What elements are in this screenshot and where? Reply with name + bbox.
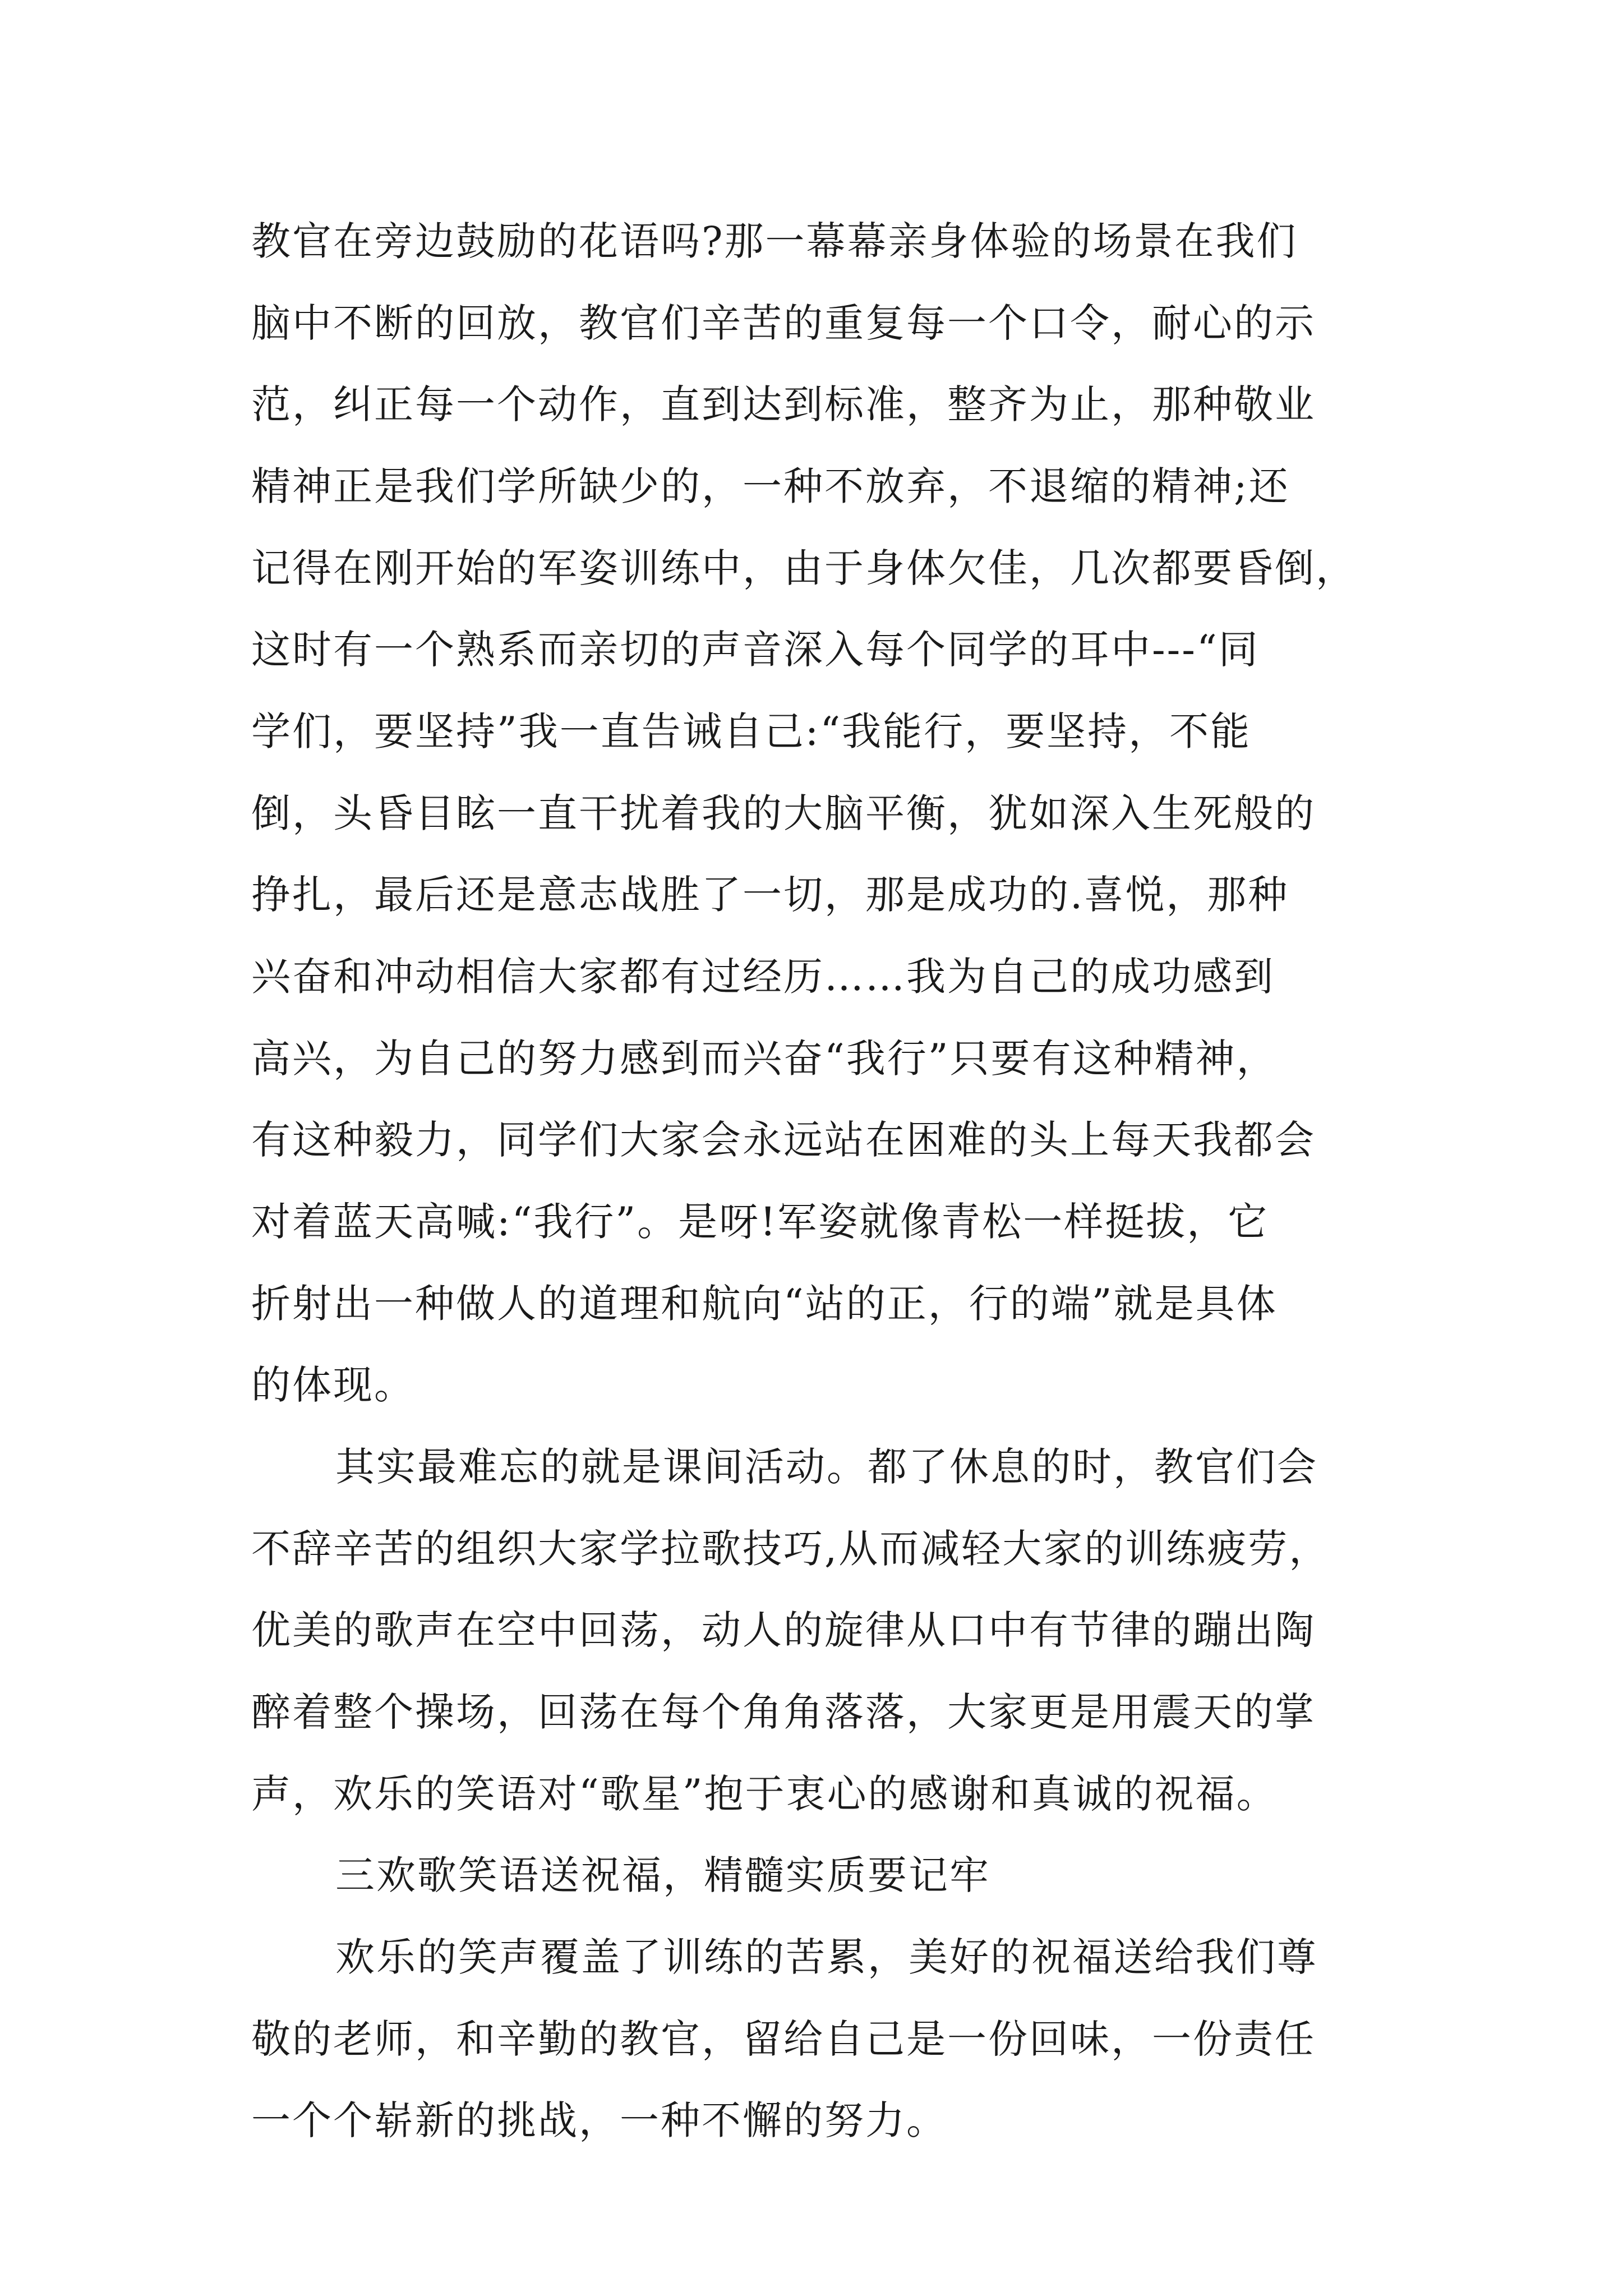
text-line: 高兴，为自己的努力感到而兴奋“我行”只要有这种精神， <box>251 1036 1278 1082</box>
text-line: 折射出一种做人的道理和航向“站的正，行的端”就是具体 <box>251 1281 1278 1327</box>
text-line: 醉着整个操场，回荡在每个角角落落，大家更是用震天的掌 <box>251 1689 1316 1735</box>
text-line: 兴奋和冲动相信大家都有过经历……我为自己的成功感到 <box>251 954 1275 1000</box>
text-line: 有这种毅力，同学们大家会永远站在困难的头上每天我都会 <box>251 1117 1316 1163</box>
text-line: 范，纠正每一个动作，直到达到标准，整齐为止，那种敬业 <box>251 381 1316 427</box>
text-line: 挣扎，最后还是意志战胜了一切，那是成功的.喜悦，那种 <box>251 872 1289 918</box>
text-line: 倒，头昏目眩一直干扰着我的大脑平衡，犹如深入生死般的 <box>251 790 1316 836</box>
text-line: 学们，要坚持”我一直告诫自己:“我能行，要坚持，不能 <box>251 708 1252 754</box>
text-line: 优美的歌声在空中回荡，动人的旋律从口中有节律的蹦出陶 <box>251 1607 1316 1653</box>
text-line: 声，欢乐的笑语对“歌星”抱于衷心的感谢和真诚的祝福。 <box>251 1771 1278 1817</box>
text-line: 精神正是我们学所缺少的，一种不放弃，不退缩的精神;还 <box>251 463 1290 509</box>
text-line: 对着蓝天高喊:“我行”。是呀!军姿就像青松一样挺拔，它 <box>251 1199 1269 1245</box>
text-line: 敬的老师，和辛勤的教官，留给自己是一份回味，一份责任 <box>251 2016 1316 2062</box>
text-line: 一个个崭新的挑战，一种不懈的努力。 <box>251 2097 947 2143</box>
text-line: 不辞辛苦的组织大家学拉歌技巧,从而减轻大家的训练疲劳， <box>251 1526 1330 1572</box>
paragraph-first-line: 欢乐的笑声覆盖了训练的苦累，美好的祝福送给我们尊 <box>335 1934 1318 1980</box>
text-line: 这时有一个熟系而亲切的声音深入每个同学的耳中---“同 <box>251 627 1260 673</box>
text-line: 的体现。 <box>251 1362 415 1408</box>
text-line: 记得在刚开始的军姿训练中，由于身体欠佳，几次都要昏倒， <box>251 545 1357 591</box>
text-line: 脑中不断的回放，教官们辛苦的重复每一个口令，耐心的示 <box>251 300 1316 346</box>
section-heading: 三欢歌笑语送祝福，精髓实质要记牢 <box>335 1852 990 1898</box>
text-line: 教官在旁边鼓励的花语吗?那一幕幕亲身体验的场景在我们 <box>251 218 1298 264</box>
paragraph-first-line: 其实最难忘的就是课间活动。都了休息的时，教官们会 <box>335 1444 1318 1490</box>
